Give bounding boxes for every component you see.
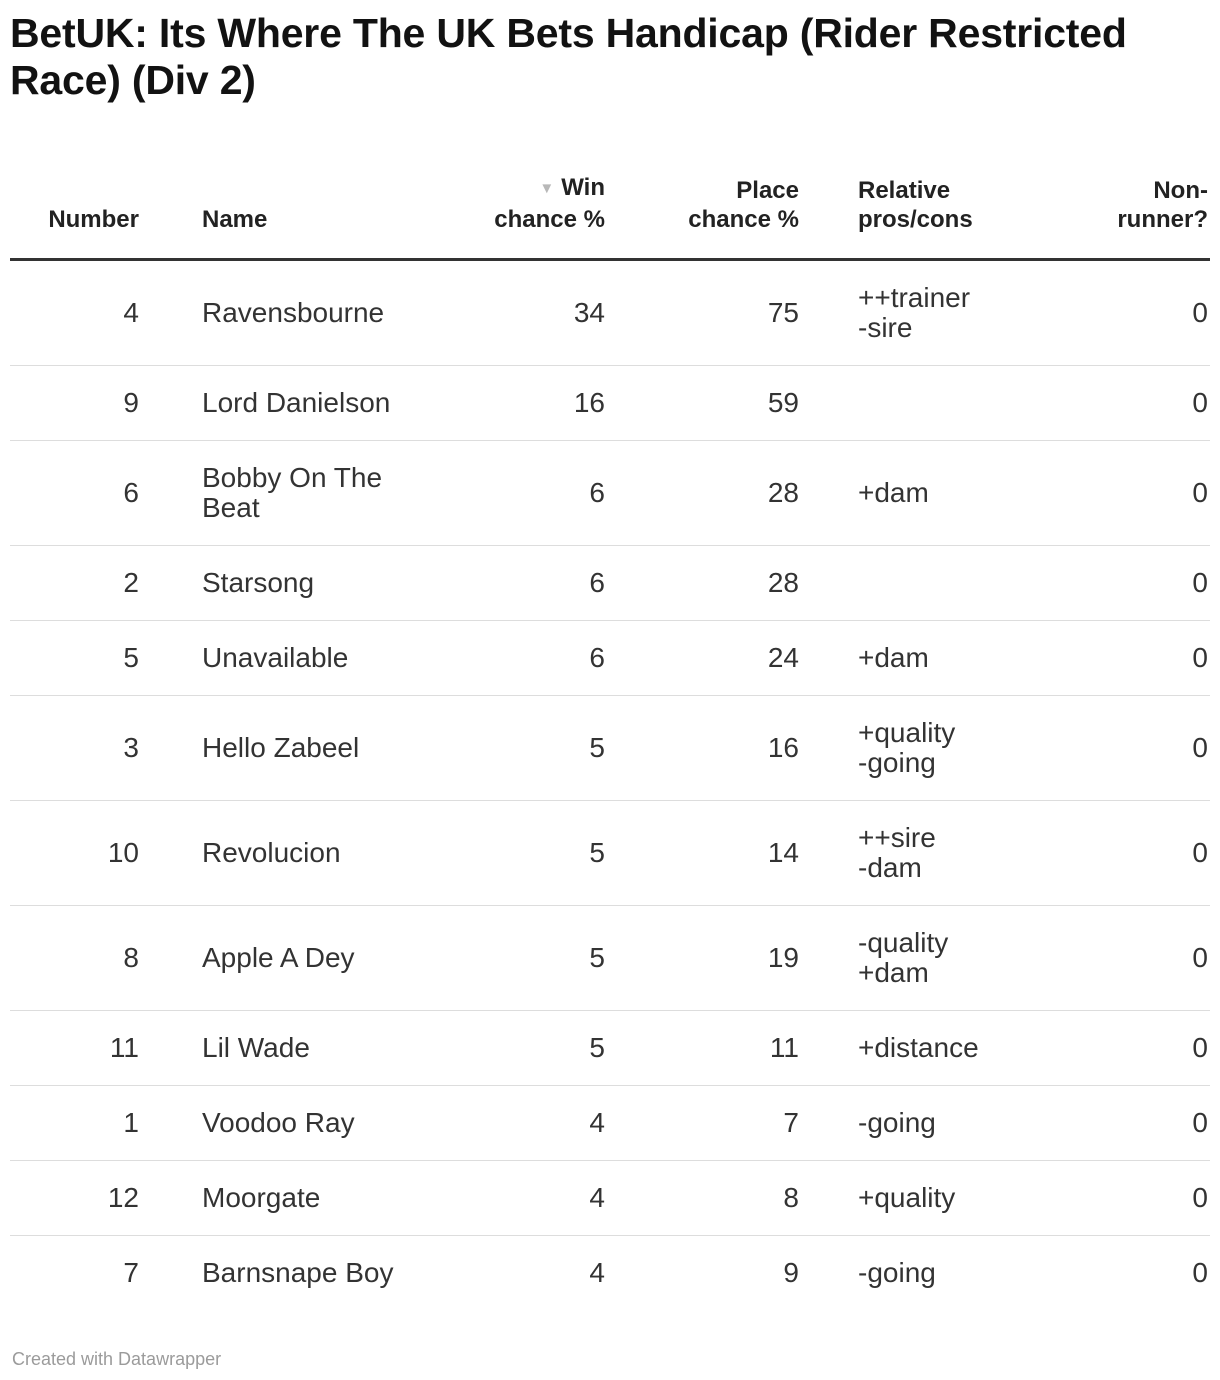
column-header-non-runner[interactable]: [1108, 173, 1210, 260]
horse-name: Barnsnape Boy: [202, 1257, 394, 1288]
cell-name: [139, 1161, 402, 1236]
cell-name: [139, 906, 402, 1011]
cell-name: [139, 1011, 402, 1086]
cell-non-runner: 0: [1108, 906, 1210, 1011]
cell-non-runner: 0: [1108, 696, 1210, 801]
cell-number: 9: [10, 366, 139, 441]
table-body: [10, 260, 1210, 1311]
cell-place-chance: 59: [605, 366, 799, 441]
horse-name: Moorgate: [202, 1182, 321, 1213]
cell-place-chance: 11: [605, 1011, 799, 1086]
pros-cons-line: +distance: [858, 1032, 979, 1063]
pros-cons-line: +dam: [858, 477, 929, 508]
pros-cons-line: -going: [858, 747, 936, 778]
cell-non-runner: 0: [1108, 1161, 1210, 1236]
header-label-line: pros/cons: [858, 206, 973, 233]
cell-non-runner: 0: [1108, 546, 1210, 621]
table-row: [10, 1161, 1210, 1236]
pros-cons-line: +quality: [858, 717, 956, 748]
cell-pros-cons: [799, 1011, 1108, 1086]
table-row: [10, 546, 1210, 621]
cell-win-chance: 5: [402, 1011, 605, 1086]
horse-name: Lil Wade: [202, 1032, 310, 1063]
header-label: Name: [202, 206, 268, 233]
cell-name: [139, 546, 402, 621]
horse-name: Hello Zabeel: [202, 732, 360, 763]
cell-place-chance: 14: [605, 801, 799, 906]
cell-place-chance: 8: [605, 1161, 799, 1236]
column-header-win-chance[interactable]: [402, 173, 605, 260]
header-label: [402, 173, 605, 205]
cell-win-chance: 6: [402, 621, 605, 696]
cell-pros-cons: [799, 906, 1108, 1011]
cell-non-runner: 0: [1108, 801, 1210, 906]
pros-cons-line: -going: [858, 1107, 936, 1138]
cell-non-runner: 0: [1108, 1236, 1210, 1311]
cell-name: [139, 1236, 402, 1311]
pros-cons-line: +dam: [858, 642, 929, 673]
header-row: [10, 173, 1210, 260]
cell-pros-cons: [799, 801, 1108, 906]
header-label-line: Win: [561, 174, 605, 201]
table-row: [10, 441, 1210, 546]
column-header-place-chance[interactable]: [605, 173, 799, 260]
horse-name: Apple A Dey: [202, 942, 355, 973]
cell-pros-cons: [799, 260, 1108, 366]
cell-number: 5: [10, 621, 139, 696]
pros-cons-line: -going: [858, 1257, 936, 1288]
cell-name: [139, 801, 402, 906]
cell-place-chance: 28: [605, 441, 799, 546]
table-row: [10, 801, 1210, 906]
cell-pros-cons: [799, 621, 1108, 696]
cell-name: [139, 366, 402, 441]
cell-pros-cons: [799, 441, 1108, 546]
data-table: [10, 173, 1210, 1310]
header-label-line: chance %: [494, 206, 605, 233]
cell-win-chance: 4: [402, 1086, 605, 1161]
pros-cons-line: +dam: [858, 957, 929, 988]
cell-place-chance: 28: [605, 546, 799, 621]
pros-cons-line: +quality: [858, 1182, 956, 1213]
table-row: [10, 260, 1210, 366]
chart-title: BetUK: Its Where The UK Bets Handicap (Rider Restricted Race) (Div 2): [10, 10, 1127, 103]
cell-win-chance: 34: [573, 297, 605, 328]
header-label-line: Non-: [1153, 177, 1208, 204]
column-header-relative-pros-cons[interactable]: [799, 173, 1108, 260]
cell-number: 2: [10, 546, 139, 621]
cell-non-runner: 0: [1108, 366, 1210, 441]
cell-place-chance: 75: [767, 297, 799, 328]
sort-descending-icon: ▼: [539, 180, 555, 197]
cell-number: 8: [10, 906, 139, 1011]
horse-name: Revolucion: [202, 837, 341, 868]
table-row: [10, 906, 1210, 1011]
table-row: [10, 1011, 1210, 1086]
pros-cons-line: -quality: [858, 927, 949, 958]
cell-number: 7: [10, 1236, 139, 1311]
cell-place-chance: 7: [605, 1086, 799, 1161]
column-header-name[interactable]: [139, 173, 402, 260]
cell-non-runner: 0: [1108, 621, 1210, 696]
pros-cons-line: -sire: [858, 312, 913, 343]
cell-win-chance: 5: [402, 696, 605, 801]
cell-name: [139, 441, 402, 546]
cell-pros-cons: [799, 366, 1108, 441]
cell-number: 12: [10, 1161, 139, 1236]
cell-pros-cons: [799, 1236, 1108, 1311]
horse-name: Bobby On The Beat: [202, 462, 383, 523]
cell-number: 10: [10, 801, 139, 906]
table-header: [10, 173, 1210, 260]
cell-pros-cons: [799, 1161, 1108, 1236]
cell-non-runner: 0: [1108, 441, 1210, 546]
header-label-line: chance %: [688, 206, 799, 233]
column-header-number[interactable]: [10, 173, 139, 260]
pros-cons-line: ++sire: [858, 822, 936, 853]
cell-number: 11: [10, 1011, 139, 1086]
cell-place-chance: 24: [605, 621, 799, 696]
horse-name: Lord Danielson: [202, 387, 391, 418]
cell-place-chance: 19: [605, 906, 799, 1011]
header-label-line: Place: [736, 177, 799, 204]
cell-pros-cons: [799, 1086, 1108, 1161]
header-label: Number: [48, 206, 139, 233]
horse-name: Unavailable: [202, 642, 349, 673]
table-row: [10, 696, 1210, 801]
table-row: [10, 1086, 1210, 1161]
cell-win-chance: 6: [402, 546, 605, 621]
cell-non-runner: 0: [1108, 1011, 1210, 1086]
cell-name: [139, 621, 402, 696]
cell-non-runner: 0: [1108, 1086, 1210, 1161]
pros-cons-line: ++trainer: [858, 282, 971, 313]
header-label-line: Relative: [858, 177, 951, 204]
horse-name: Starsong: [202, 567, 315, 598]
cell-number: 1: [10, 1086, 139, 1161]
cell-non-runner: 0: [1192, 297, 1208, 328]
pros-cons-line: -dam: [858, 852, 922, 883]
header-label-line: runner?: [1117, 206, 1208, 233]
cell-win-chance: 16: [402, 366, 605, 441]
cell-name: [139, 260, 402, 366]
cell-pros-cons: [799, 546, 1108, 621]
table-row: [10, 1236, 1210, 1311]
cell-win-chance: 5: [402, 801, 605, 906]
cell-place-chance: 9: [605, 1236, 799, 1311]
cell-win-chance: 5: [402, 906, 605, 1011]
cell-place-chance: 16: [605, 696, 799, 801]
cell-win-chance: 6: [402, 441, 605, 546]
table-row: [10, 366, 1210, 441]
cell-number: 4: [123, 297, 139, 328]
cell-win-chance: 4: [402, 1236, 605, 1311]
datawrapper-credit[interactable]: Created with Datawrapper: [12, 1349, 222, 1369]
horse-name: Ravensbourne: [202, 297, 385, 328]
cell-name: [139, 696, 402, 801]
cell-win-chance: 4: [402, 1161, 605, 1236]
cell-number: 3: [10, 696, 139, 801]
horse-name: Voodoo Ray: [202, 1107, 355, 1138]
cell-pros-cons: [799, 696, 1108, 801]
cell-name: [139, 1086, 402, 1161]
cell-number: 6: [10, 441, 139, 546]
table-row: [10, 621, 1210, 696]
